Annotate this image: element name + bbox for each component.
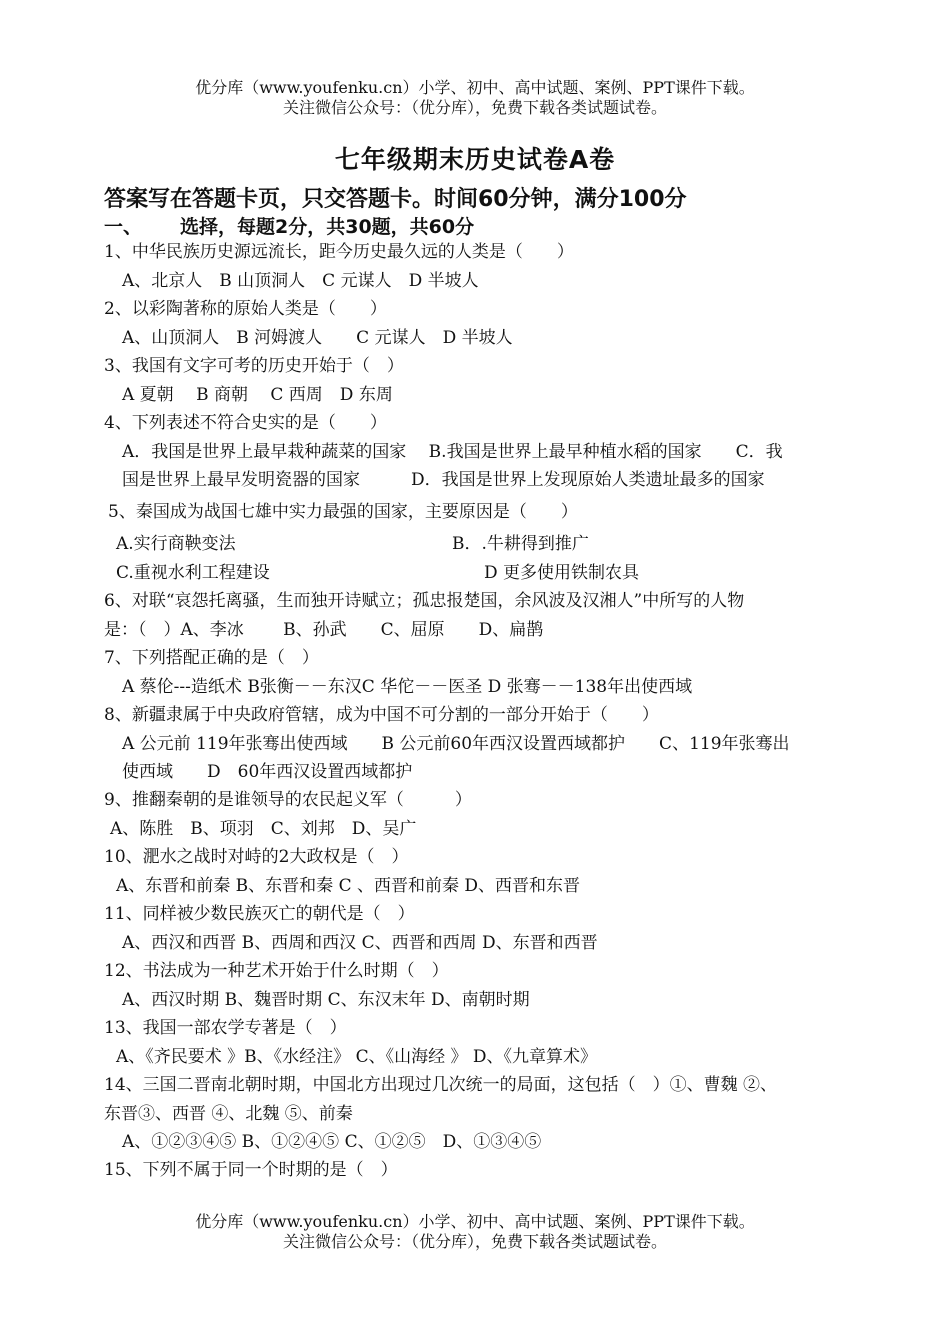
question-3: 3、我国有文字可考的历史开始于（ ）: [104, 356, 404, 376]
question-13-options: A、《齐民要术 》B、《水经注》 C、《山海经 》 D、《九章算术》: [116, 1047, 598, 1067]
question-9-options: A、陈胜 B、项羽 C、刘邦 D、吴广: [110, 819, 417, 839]
question-3-options: A 夏朝 B 商朝 C 西周 D 东周: [122, 385, 393, 405]
question-6-line-2: 是：（ ）A、李冰 B、孙武 C、屈原 D、扁鹊: [104, 620, 544, 640]
question-5-option-d: D 更多使用铁制农具: [484, 563, 640, 583]
question-4-options-line-1: A．我国是世界上最早栽种蔬菜的国家 B.我国是世界上最早种植水稻的国家 C．我: [122, 442, 783, 462]
question-2-options: A、山顶洞人 B 河姆渡人 C 元谋人 D 半坡人: [122, 328, 513, 348]
section-text: 选择，每题2分，共30题，共60分: [180, 216, 475, 238]
question-13: 13、我国一部农学专著是（ ）: [104, 1018, 347, 1038]
exam-title: 七年级期末历史试卷A卷: [334, 145, 616, 174]
question-8-options-line-2: 使西域 D 60年西汉设置西域都护: [122, 762, 413, 782]
question-4-options-line-2: 国是世界上最早发明瓷器的国家 D．我国是世界上发现原始人类遗址最多的国家: [122, 470, 765, 490]
question-15: 15、下列不属于同一个时期的是（ ）: [104, 1160, 398, 1180]
question-10-options: A、东晋和前秦 B、东晋和秦 C 、西晋和前秦 D、西晋和东晋: [116, 876, 581, 896]
section-heading: [104, 212, 474, 239]
question-10: 10、淝水之战时对峙的2大政权是（ ）: [104, 847, 409, 867]
question-14-line-2: 东晋③、西晋 ④、北魏 ⑤、前秦: [104, 1104, 353, 1124]
question-6-line-1: 6、对联“哀怨托离骚，生而独开诗赋立；孤忠报楚国，余风波及汉湘人”中所写的人物: [104, 591, 745, 611]
question-11: 11、同样被少数民族灭亡的朝代是（ ）: [104, 904, 415, 924]
header-line-1: 优分库（www.youfenku.cn）小学、初中、高中试题、案例、PPT课件下载。: [195, 78, 755, 97]
exam-instructions: 答案写在答题卡页，只交答题卡。时间60分钟，满分100分: [104, 187, 687, 212]
question-5-option-b: B．.牛耕得到推广: [452, 534, 589, 554]
question-14-line-1: 14、三国二晋南北朝时期，中国北方出现过几次统一的局面，这包括（ ）①、曹魏 ②、: [104, 1075, 778, 1095]
question-7-options: A 蔡伦---造纸术 B张衡－－东汉C 华佗－－医圣 D 张骞－－138年出使西域: [122, 677, 693, 697]
question-8: 8、新疆隶属于中央政府管辖，成为中国不可分割的一部分开始于（ ）: [104, 705, 659, 725]
question-8-options-line-1: A 公元前 119年张骞出使西域 B 公元前60年西汉设置西域都护 C、119年张骞出: [122, 734, 790, 754]
question-7: 7、下列搭配正确的是（ ）: [104, 648, 319, 668]
footer-line-2: 关注微信公众号：（优分库），免费下载各类试题试卷。: [282, 1232, 667, 1251]
question-2: 2、以彩陶著称的原始人类是（ ）: [104, 299, 387, 319]
question-12: 12、书法成为一种艺术开始于什么时期（ ）: [104, 961, 449, 981]
question-4: 4、下列表述不符合史实的是（ ）: [104, 413, 387, 433]
question-12-options: A、西汉时期 B、魏晋时期 C、东汉末年 D、南朝时期: [122, 990, 530, 1010]
question-5-option-a: A.实行商鞅变法: [116, 534, 236, 554]
header-line-2: 关注微信公众号：（优分库），免费下载各类试题试卷。: [282, 98, 667, 117]
question-1: 1、中华民族历史源远流长，距今历史最久远的人类是（ ）: [104, 242, 574, 262]
question-1-options: A、北京人 B 山顶洞人 C 元谋人 D 半坡人: [122, 271, 479, 291]
question-14-options: A、①②③④⑤ B、①②④⑤ C、①②⑤ D、①③④⑤: [122, 1132, 542, 1152]
section-number: 一、: [104, 216, 143, 238]
question-5-option-c: C.重视水利工程建设: [116, 563, 270, 583]
question-9: 9、推翻秦朝的是谁领导的农民起义军（ ）: [104, 790, 472, 810]
question-11-options: A、西汉和西晋 B、西周和西汉 C、西晋和西周 D、东晋和西晋: [122, 933, 598, 953]
question-5: 5、秦国成为战国七雄中实力最强的国家，主要原因是（ ）: [108, 502, 578, 522]
footer-line-1: 优分库（www.youfenku.cn）小学、初中、高中试题、案例、PPT课件下载。: [195, 1212, 755, 1231]
